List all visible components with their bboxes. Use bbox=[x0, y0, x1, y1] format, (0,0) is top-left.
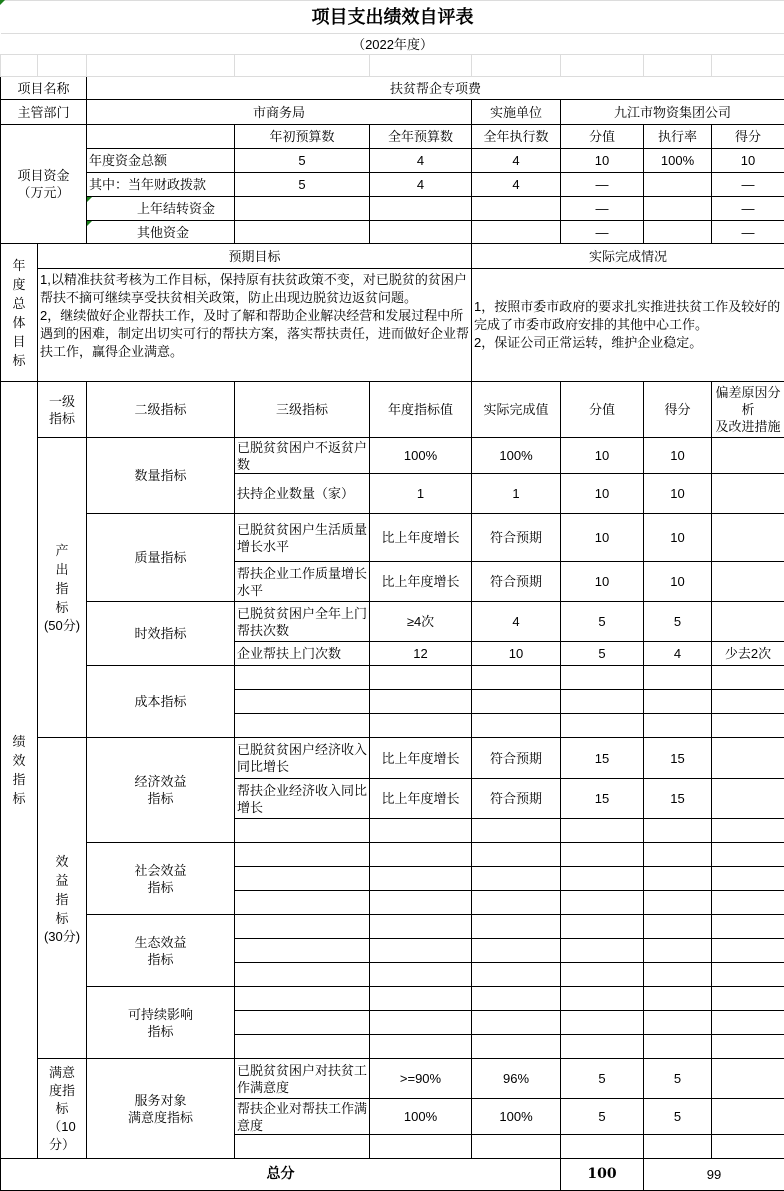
deviation-reason[interactable]: 少去2次 bbox=[712, 642, 784, 666]
indicator-header: 年度指标值 bbox=[370, 382, 472, 438]
score[interactable] bbox=[644, 915, 712, 939]
actual-value[interactable]: 100% bbox=[472, 438, 561, 474]
actual-result-text[interactable]: 1，按照市委市政府的要求扎实推进扶贫工作及较好的完成了市委市政府安排的其他中心工作。 2，保证公司正常运转，维护企业稳定。 bbox=[472, 269, 784, 382]
level1-points: （10分） bbox=[48, 1118, 76, 1152]
level1-name: 效益指标 bbox=[55, 853, 69, 926]
target-value[interactable] bbox=[370, 915, 472, 939]
level3-indicator[interactable]: 已脱贫贫困户全年上门帮扶次数 bbox=[235, 602, 370, 642]
actual-value[interactable] bbox=[472, 1011, 561, 1035]
level2-indicator: 可持续影响 指标 bbox=[87, 987, 235, 1059]
indicator-header: 一级指标 bbox=[38, 382, 87, 438]
score-weight[interactable] bbox=[561, 843, 644, 867]
funds-cell[interactable]: 5 bbox=[235, 149, 370, 173]
actual-value[interactable]: 100% bbox=[472, 1099, 561, 1135]
actual-value[interactable]: 符合预期 bbox=[472, 738, 561, 779]
actual-value[interactable] bbox=[472, 1035, 561, 1059]
funds-cell[interactable]: 4 bbox=[370, 173, 472, 197]
funds-cell[interactable]: 4 bbox=[472, 149, 561, 173]
level2-indicator: 生态效益 指标 bbox=[87, 915, 235, 987]
score[interactable]: 10 bbox=[644, 438, 712, 474]
level3-indicator[interactable]: 企业帮扶上门次数 bbox=[235, 642, 370, 666]
indicator-row bbox=[1, 987, 784, 1011]
target-value[interactable] bbox=[370, 891, 472, 915]
score[interactable] bbox=[644, 690, 712, 714]
score[interactable]: 10 bbox=[644, 514, 712, 562]
score-weight[interactable] bbox=[561, 714, 644, 738]
actual-value[interactable]: 1 bbox=[472, 474, 561, 514]
level1-indicator bbox=[38, 438, 87, 738]
score[interactable]: 10 bbox=[644, 474, 712, 514]
total-score[interactable]: 99 bbox=[644, 1159, 784, 1191]
level3-indicator[interactable]: 帮扶企业工作质量增长水平 bbox=[235, 562, 370, 602]
score[interactable]: 15 bbox=[644, 779, 712, 819]
funds-label-text: 项目资金 bbox=[17, 168, 70, 183]
funds-cell[interactable]: — bbox=[712, 197, 784, 221]
target-value[interactable]: 12 bbox=[370, 642, 472, 666]
score-weight[interactable] bbox=[561, 690, 644, 714]
score-weight[interactable] bbox=[561, 963, 644, 987]
deviation-reason[interactable] bbox=[712, 987, 784, 1011]
indicator-row bbox=[1, 602, 784, 642]
indicator-row bbox=[1, 738, 784, 779]
target-value[interactable]: 100% bbox=[370, 438, 472, 474]
funds-cell[interactable]: — bbox=[712, 221, 784, 244]
funds-cell[interactable] bbox=[472, 221, 561, 244]
actual-value[interactable] bbox=[472, 915, 561, 939]
unit-label: 实施单位 bbox=[472, 100, 561, 125]
funds-cell[interactable]: 4 bbox=[472, 173, 561, 197]
target-value[interactable] bbox=[370, 939, 472, 963]
funds-cell[interactable]: 4 bbox=[370, 149, 472, 173]
deviation-reason[interactable] bbox=[712, 714, 784, 738]
funds-cell[interactable]: 10 bbox=[712, 149, 784, 173]
score[interactable] bbox=[644, 987, 712, 1011]
level3-indicator[interactable] bbox=[235, 987, 370, 1011]
funds-header: 执行率 bbox=[644, 125, 712, 149]
actual-value[interactable] bbox=[472, 1135, 561, 1159]
deviation-reason[interactable] bbox=[712, 867, 784, 891]
target-value[interactable] bbox=[370, 714, 472, 738]
funds-cell[interactable]: — bbox=[561, 221, 644, 244]
target-value[interactable] bbox=[370, 690, 472, 714]
total-label: 总分 bbox=[1, 1159, 561, 1191]
level3-indicator[interactable] bbox=[235, 690, 370, 714]
level1-name: 产出指标 bbox=[55, 543, 69, 615]
level3-indicator[interactable] bbox=[235, 1035, 370, 1059]
level3-indicator[interactable]: 扶持企业数量（家） bbox=[235, 474, 370, 514]
deviation-reason[interactable] bbox=[712, 690, 784, 714]
funds-row bbox=[1, 197, 784, 221]
score[interactable] bbox=[644, 666, 712, 690]
funds-cell[interactable] bbox=[644, 173, 712, 197]
level3-indicator[interactable]: 已脱贫贫困户不返贫户数 bbox=[235, 438, 370, 474]
level3-indicator[interactable] bbox=[235, 939, 370, 963]
indicator-row bbox=[1, 843, 784, 867]
goals-label-text: 年度总体目标 bbox=[12, 257, 26, 368]
comment-marker-icon bbox=[0, 0, 5, 5]
actual-value[interactable]: 4 bbox=[472, 602, 561, 642]
page-subtitle: （2022年度） bbox=[1, 34, 784, 55]
score-weight[interactable] bbox=[561, 1135, 644, 1159]
level1-name: 满意度指标 bbox=[48, 1064, 75, 1116]
deviation-reason[interactable] bbox=[712, 915, 784, 939]
target-value[interactable]: >=90% bbox=[370, 1059, 472, 1099]
funds-cell[interactable]: — bbox=[712, 173, 784, 197]
funds-cell[interactable]: 10 bbox=[561, 149, 644, 173]
funds-cell[interactable] bbox=[644, 197, 712, 221]
funds-cell[interactable] bbox=[235, 197, 370, 221]
actual-value[interactable] bbox=[472, 939, 561, 963]
indicator-header: 实际完成值 bbox=[472, 382, 561, 438]
deviation-reason[interactable] bbox=[712, 891, 784, 915]
target-value[interactable] bbox=[370, 987, 472, 1011]
funds-header: 得分 bbox=[712, 125, 784, 149]
level3-indicator[interactable]: 已脱贫贫困户经济收入同比增长 bbox=[235, 738, 370, 779]
score-weight[interactable]: 5 bbox=[561, 1099, 644, 1135]
level1-indicator bbox=[38, 738, 87, 1059]
score[interactable]: 5 bbox=[644, 602, 712, 642]
indicator-row bbox=[1, 514, 784, 562]
funds-cell[interactable] bbox=[644, 221, 712, 244]
score[interactable] bbox=[644, 1135, 712, 1159]
score[interactable]: 4 bbox=[644, 642, 712, 666]
level2-indicator: 成本指标 bbox=[87, 666, 235, 738]
score-weight[interactable] bbox=[561, 1011, 644, 1035]
level3-indicator[interactable] bbox=[235, 915, 370, 939]
target-value[interactable]: 1 bbox=[370, 474, 472, 514]
indicator-header: 三级指标 bbox=[235, 382, 370, 438]
actual-value[interactable] bbox=[472, 843, 561, 867]
target-value[interactable] bbox=[370, 1135, 472, 1159]
level2-indicator: 质量指标 bbox=[87, 514, 235, 602]
score-weight[interactable]: 10 bbox=[561, 438, 644, 474]
actual-value[interactable] bbox=[472, 987, 561, 1011]
deviation-reason[interactable] bbox=[712, 1099, 784, 1135]
level3-indicator[interactable] bbox=[235, 867, 370, 891]
level3-indicator[interactable]: 帮扶企业对帮扶工作满意度 bbox=[235, 1099, 370, 1135]
deviation-reason[interactable] bbox=[712, 438, 784, 474]
dept-value[interactable]: 市商务局 bbox=[87, 100, 472, 125]
score[interactable] bbox=[644, 939, 712, 963]
score[interactable] bbox=[644, 1011, 712, 1035]
funds-row bbox=[1, 173, 784, 197]
score-weight[interactable] bbox=[561, 915, 644, 939]
score[interactable] bbox=[644, 843, 712, 867]
score[interactable]: 5 bbox=[644, 1059, 712, 1099]
deviation-reason[interactable] bbox=[712, 1059, 784, 1099]
level1-points: (30分) bbox=[43, 928, 81, 944]
level2-indicator: 社会效益 指标 bbox=[87, 843, 235, 915]
actual-value[interactable] bbox=[472, 867, 561, 891]
target-value[interactable] bbox=[370, 1011, 472, 1035]
actual-value[interactable]: 96% bbox=[472, 1059, 561, 1099]
deviation-reason[interactable] bbox=[712, 738, 784, 779]
score-weight[interactable]: 15 bbox=[561, 738, 644, 779]
actual-value[interactable] bbox=[472, 666, 561, 690]
score-weight[interactable] bbox=[561, 891, 644, 915]
level3-indicator[interactable]: 已脱贫贫困户对扶贫工作满意度 bbox=[235, 1059, 370, 1099]
project-name-value[interactable]: 扶贫帮企专项费 bbox=[87, 77, 784, 100]
project-name-label: 项目名称 bbox=[1, 77, 87, 100]
score-weight[interactable] bbox=[561, 1035, 644, 1059]
target-value[interactable]: 100% bbox=[370, 1099, 472, 1135]
score[interactable] bbox=[644, 963, 712, 987]
indicator-row bbox=[1, 666, 784, 690]
target-value[interactable]: 比上年度增长 bbox=[370, 738, 472, 779]
indicators-label bbox=[1, 382, 38, 1159]
score-weight[interactable] bbox=[561, 987, 644, 1011]
level2-indicator: 时效指标 bbox=[87, 602, 235, 666]
score[interactable] bbox=[644, 714, 712, 738]
indicators-label-text: 绩效指标 bbox=[12, 734, 26, 806]
indicator-header: 分值 bbox=[561, 382, 644, 438]
score-weight[interactable]: 10 bbox=[561, 474, 644, 514]
target-value[interactable]: 比上年度增长 bbox=[370, 514, 472, 562]
deviation-reason[interactable] bbox=[712, 843, 784, 867]
score[interactable] bbox=[644, 867, 712, 891]
target-value[interactable] bbox=[370, 819, 472, 843]
score-weight[interactable] bbox=[561, 939, 644, 963]
funds-cell[interactable] bbox=[370, 221, 472, 244]
funds-row bbox=[1, 221, 784, 244]
funds-header: 年初预算数 bbox=[235, 125, 370, 149]
deviation-reason[interactable] bbox=[712, 779, 784, 819]
actual-value[interactable] bbox=[472, 690, 561, 714]
deviation-reason[interactable] bbox=[712, 1011, 784, 1035]
funds-row-name: 上年结转资金 bbox=[87, 197, 235, 221]
score-weight[interactable]: 5 bbox=[561, 642, 644, 666]
level2-indicator: 经济效益 指标 bbox=[87, 738, 235, 843]
level3-indicator[interactable] bbox=[235, 666, 370, 690]
level3-indicator[interactable] bbox=[235, 819, 370, 843]
indicator-row bbox=[1, 438, 784, 474]
level3-indicator[interactable] bbox=[235, 963, 370, 987]
level3-indicator[interactable] bbox=[235, 891, 370, 915]
actual-value[interactable]: 符合预期 bbox=[472, 514, 561, 562]
score[interactable]: 10 bbox=[644, 562, 712, 602]
funds-cell[interactable] bbox=[472, 197, 561, 221]
deviation-reason[interactable] bbox=[712, 514, 784, 562]
score[interactable] bbox=[644, 891, 712, 915]
target-value[interactable]: 比上年度增长 bbox=[370, 779, 472, 819]
funds-row bbox=[1, 149, 784, 173]
goals-label bbox=[1, 244, 38, 382]
funds-cell[interactable] bbox=[370, 197, 472, 221]
target-value[interactable] bbox=[370, 867, 472, 891]
funds-cell[interactable] bbox=[235, 221, 370, 244]
indicator-row bbox=[1, 1059, 784, 1099]
target-value[interactable] bbox=[370, 1035, 472, 1059]
indicator-header: 得分 bbox=[644, 382, 712, 438]
expected-goal-text[interactable]: 1,以精准扶贫考核为工作目标，保持原有扶贫政策不变，对已脱贫的贫困户帮扶不摘可继续享受扶贫相关政策，防止出现边脱贫边返贫问题。 2，继续做好企业帮扶工作，及时了解和帮助企业解决经营和发展过程中所遇到的困难，制定出切实可行的帮扶方案，落实帮扶责任，进而做好企业帮扶工作，赢得企业满意。 bbox=[38, 269, 472, 382]
score-weight[interactable]: 5 bbox=[561, 1059, 644, 1099]
indicator-row bbox=[1, 915, 784, 939]
level3-indicator[interactable] bbox=[235, 1011, 370, 1035]
funds-cell[interactable]: — bbox=[561, 173, 644, 197]
score[interactable]: 15 bbox=[644, 738, 712, 779]
target-value[interactable] bbox=[370, 666, 472, 690]
actual-value[interactable] bbox=[472, 714, 561, 738]
dept-label: 主管部门 bbox=[1, 100, 87, 125]
level3-indicator[interactable]: 帮扶企业经济收入同比增长 bbox=[235, 779, 370, 819]
actual-value[interactable] bbox=[472, 891, 561, 915]
score-weight[interactable]: 15 bbox=[561, 779, 644, 819]
deviation-reason[interactable] bbox=[712, 562, 784, 602]
actual-value[interactable]: 符合预期 bbox=[472, 562, 561, 602]
deviation-reason[interactable] bbox=[712, 963, 784, 987]
expected-goal-header: 预期目标 bbox=[38, 244, 472, 269]
deviation-reason[interactable] bbox=[712, 666, 784, 690]
target-value[interactable]: 比上年度增长 bbox=[370, 562, 472, 602]
actual-value[interactable] bbox=[472, 819, 561, 843]
funds-cell[interactable]: — bbox=[561, 197, 644, 221]
actual-result-header: 实际完成情况 bbox=[472, 244, 784, 269]
funds-header: 分值 bbox=[561, 125, 644, 149]
score-weight[interactable]: 10 bbox=[561, 514, 644, 562]
level3-indicator[interactable] bbox=[235, 714, 370, 738]
score[interactable] bbox=[644, 819, 712, 843]
level1-points: (50分) bbox=[43, 618, 81, 633]
total-row bbox=[1, 1159, 784, 1191]
level3-indicator[interactable] bbox=[235, 1135, 370, 1159]
funds-cell[interactable]: 100% bbox=[644, 149, 712, 173]
score-weight[interactable] bbox=[561, 867, 644, 891]
score[interactable]: 5 bbox=[644, 1099, 712, 1135]
level2-indicator: 数量指标 bbox=[87, 438, 235, 514]
funds-row-name: 其中：当年财政拨款 bbox=[87, 173, 235, 197]
funds-label bbox=[1, 125, 87, 244]
indicator-header: 二级指标 bbox=[87, 382, 235, 438]
score-weight[interactable]: 5 bbox=[561, 602, 644, 642]
target-value[interactable]: ≥4次 bbox=[370, 602, 472, 642]
level3-indicator[interactable] bbox=[235, 843, 370, 867]
deviation-reason[interactable] bbox=[712, 819, 784, 843]
actual-value[interactable]: 符合预期 bbox=[472, 779, 561, 819]
level1-indicator bbox=[38, 1059, 87, 1159]
actual-value[interactable] bbox=[472, 963, 561, 987]
deviation-reason[interactable] bbox=[712, 1135, 784, 1159]
funds-cell[interactable]: 5 bbox=[235, 173, 370, 197]
indicator-header: 偏差原因分析 及改进措施 bbox=[712, 382, 784, 438]
page-title: 项目支出绩效自评表 bbox=[1, 1, 784, 34]
funds-row-name: 其他资金 bbox=[87, 221, 235, 244]
level3-indicator[interactable]: 已脱贫贫困户生活质量增长水平 bbox=[235, 514, 370, 562]
deviation-reason[interactable] bbox=[712, 474, 784, 514]
deviation-reason[interactable] bbox=[712, 939, 784, 963]
deviation-reason[interactable] bbox=[712, 1035, 784, 1059]
score[interactable] bbox=[644, 1035, 712, 1059]
target-value[interactable] bbox=[370, 843, 472, 867]
funds-unit-text: （万元） bbox=[17, 185, 70, 200]
funds-header: 全年预算数 bbox=[370, 125, 472, 149]
score-weight[interactable] bbox=[561, 819, 644, 843]
funds-header: 全年执行数 bbox=[472, 125, 561, 149]
score-weight[interactable] bbox=[561, 666, 644, 690]
funds-row-name: 年度资金总额 bbox=[87, 149, 235, 173]
target-value[interactable] bbox=[370, 963, 472, 987]
level2-indicator: 服务对象 满意度指标 bbox=[87, 1059, 235, 1159]
score-weight[interactable]: 10 bbox=[561, 562, 644, 602]
actual-value[interactable]: 10 bbox=[472, 642, 561, 666]
unit-value[interactable]: 九江市物资集团公司 bbox=[561, 100, 784, 125]
total-score-value: 100 bbox=[561, 1159, 644, 1191]
deviation-reason[interactable] bbox=[712, 602, 784, 642]
